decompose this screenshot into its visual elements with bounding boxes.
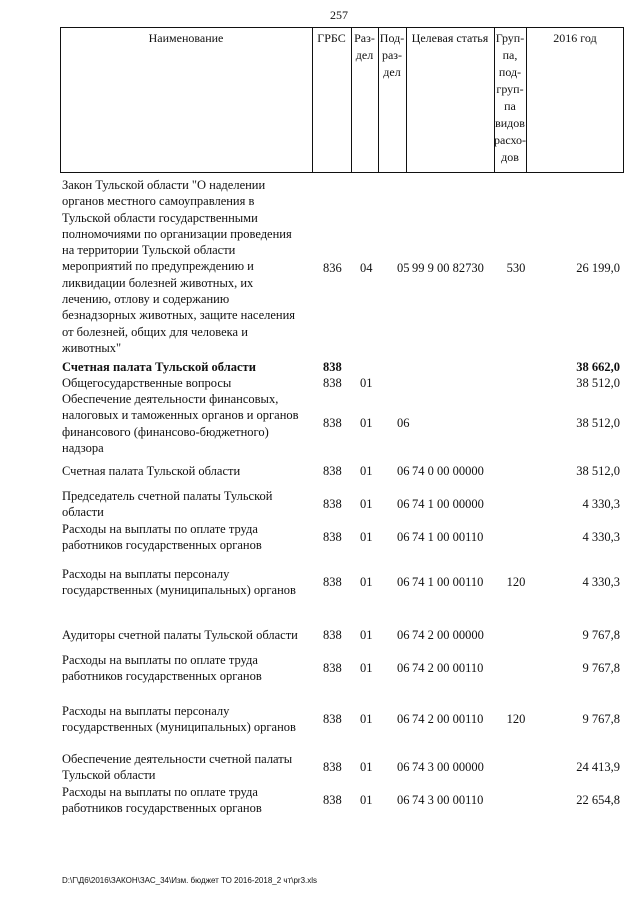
cell-sum: 4 330,3 bbox=[582, 575, 620, 589]
page-number: 257 bbox=[330, 8, 348, 22]
cell-sum: 9 767,8 bbox=[582, 628, 620, 642]
row-name: Расходы на выплаты по оплате труда работников государственных органов bbox=[62, 522, 262, 553]
cell-sum: 38 512,0 bbox=[576, 464, 620, 478]
cell-sum: 38 512,0 bbox=[576, 416, 620, 430]
cell-grbs: 838 bbox=[323, 376, 342, 390]
cell-sum: 4 330,3 bbox=[582, 497, 620, 511]
cell-podr: 06 bbox=[397, 628, 410, 642]
table-header bbox=[60, 27, 624, 173]
cell-razd: 01 bbox=[360, 628, 373, 642]
cell-cel: 74 0 00 00000 bbox=[412, 464, 484, 478]
row-name: Закон Тульской области "О наделении органов местного самоуправления в Тульской области государственными полномочиями по организации проведения на территории Тульской области мероприятий по предупреждению и ликвидации болезней животных, их лечению, отлову и содержанию безнадзорных животных, защите населения от болезней, общих для человека и животных" bbox=[62, 178, 296, 355]
cell-podr: 05 bbox=[397, 261, 410, 275]
cell-podr: 06 bbox=[397, 661, 410, 675]
cell-razd: 04 bbox=[360, 261, 373, 275]
row-name: Обеспечение деятельности счетной палаты Тульской области bbox=[62, 752, 293, 783]
cell-razd: 01 bbox=[360, 416, 373, 430]
cell-grbs: 838 bbox=[323, 575, 342, 589]
cell-podr: 06 bbox=[397, 464, 410, 478]
cell-grbs: 836 bbox=[323, 261, 342, 275]
file-path-footer: D:\Г\Д6\2016\ЗАКОН\ЗАС_34\Изм. бюджет ТО 2016-2018_2 чт\pr3.xls bbox=[62, 876, 318, 885]
cell-cel: 74 3 00 00000 bbox=[412, 760, 484, 774]
cell-razd: 01 bbox=[360, 712, 373, 726]
cell-cel: 74 2 00 00110 bbox=[412, 661, 484, 675]
cell-cel: 74 2 00 00110 bbox=[412, 712, 484, 726]
row-name: Общегосударственные вопросы bbox=[62, 376, 232, 390]
cell-grbs: 838 bbox=[323, 464, 342, 478]
cell-sum: 24 413,9 bbox=[576, 760, 620, 774]
cell-podr: 06 bbox=[397, 497, 410, 511]
cell-razd: 01 bbox=[360, 760, 373, 774]
cell-podr: 06 bbox=[397, 530, 410, 544]
cell-razd: 01 bbox=[360, 376, 373, 390]
cell-sum: 38 512,0 bbox=[576, 376, 620, 390]
cell-grbs: 838 bbox=[323, 793, 342, 807]
cell-grbs: 838 bbox=[323, 760, 342, 774]
cell-grbs: 838 bbox=[323, 712, 342, 726]
cell-cel: 74 3 00 00110 bbox=[412, 793, 484, 807]
header-year: 2016 год bbox=[553, 31, 597, 45]
cell-sum: 38 662,0 bbox=[576, 360, 620, 374]
cell-grbs: 838 bbox=[323, 661, 342, 675]
header-celevaya: Целевая статья bbox=[411, 31, 489, 45]
cell-grbs: 838 bbox=[323, 628, 342, 642]
cell-sum: 26 199,0 bbox=[576, 261, 620, 275]
cell-razd: 01 bbox=[360, 530, 373, 544]
cell-grbs: 838 bbox=[323, 416, 342, 430]
cell-razd: 01 bbox=[360, 575, 373, 589]
column-divider bbox=[406, 27, 407, 173]
row-name: Расходы на выплаты персоналу государственных (муниципальных) органов bbox=[62, 704, 296, 735]
row-name: Аудиторы счетной палаты Тульской области bbox=[62, 628, 298, 642]
cell-sum: 4 330,3 bbox=[582, 530, 620, 544]
column-divider bbox=[526, 27, 527, 173]
cell-razd: 01 bbox=[360, 464, 373, 478]
header-podrazdel: Под- раз- дел bbox=[379, 31, 405, 79]
cell-razd: 01 bbox=[360, 793, 373, 807]
column-divider bbox=[312, 27, 313, 173]
cell-grp: 120 bbox=[506, 712, 526, 726]
cell-cel: 74 1 00 00110 bbox=[412, 575, 484, 589]
cell-sum: 9 767,8 bbox=[582, 661, 620, 675]
cell-podr: 06 bbox=[397, 575, 410, 589]
cell-grp: 530 bbox=[506, 261, 526, 275]
row-name: Расходы на выплаты по оплате труда работников государственных органов bbox=[62, 785, 262, 816]
cell-cel: 74 2 00 00000 bbox=[412, 628, 484, 642]
cell-podr: 06 bbox=[397, 416, 410, 430]
cell-podr: 06 bbox=[397, 793, 410, 807]
cell-grp: 120 bbox=[506, 575, 526, 589]
cell-podr: 06 bbox=[397, 712, 410, 726]
header-gruppa: Груп- па, под- груп- па видов расхо- дов bbox=[494, 31, 527, 164]
cell-cel: 74 1 00 00000 bbox=[412, 497, 484, 511]
header-razdel: Раз- дел bbox=[354, 31, 375, 62]
cell-cel: 74 1 00 00110 bbox=[412, 530, 484, 544]
row-name: Расходы на выплаты персоналу государственных (муниципальных) органов bbox=[62, 567, 296, 598]
row-name: Председатель счетной палаты Тульской области bbox=[62, 489, 273, 520]
cell-razd: 01 bbox=[360, 497, 373, 511]
cell-razd: 01 bbox=[360, 661, 373, 675]
cell-sum: 9 767,8 bbox=[582, 712, 620, 726]
header-grbs: ГРБС bbox=[317, 31, 346, 45]
header-name: Наименование bbox=[148, 31, 224, 45]
cell-grbs: 838 bbox=[323, 360, 342, 374]
cell-grbs: 838 bbox=[323, 530, 342, 544]
row-name: Счетная палата Тульской области bbox=[62, 464, 241, 478]
cell-grbs: 838 bbox=[323, 497, 342, 511]
cell-sum: 22 654,8 bbox=[576, 793, 620, 807]
cell-podr: 06 bbox=[397, 760, 410, 774]
row-name: Расходы на выплаты по оплате труда работников государственных органов bbox=[62, 653, 262, 684]
cell-cel: 99 9 00 82730 bbox=[412, 261, 484, 275]
row-name: Счетная палата Тульской области bbox=[62, 360, 256, 374]
row-name: Обеспечение деятельности финансовых, налоговых и таможенных органов и органов финансового (финансово-бюджетного) надзора bbox=[62, 392, 299, 455]
